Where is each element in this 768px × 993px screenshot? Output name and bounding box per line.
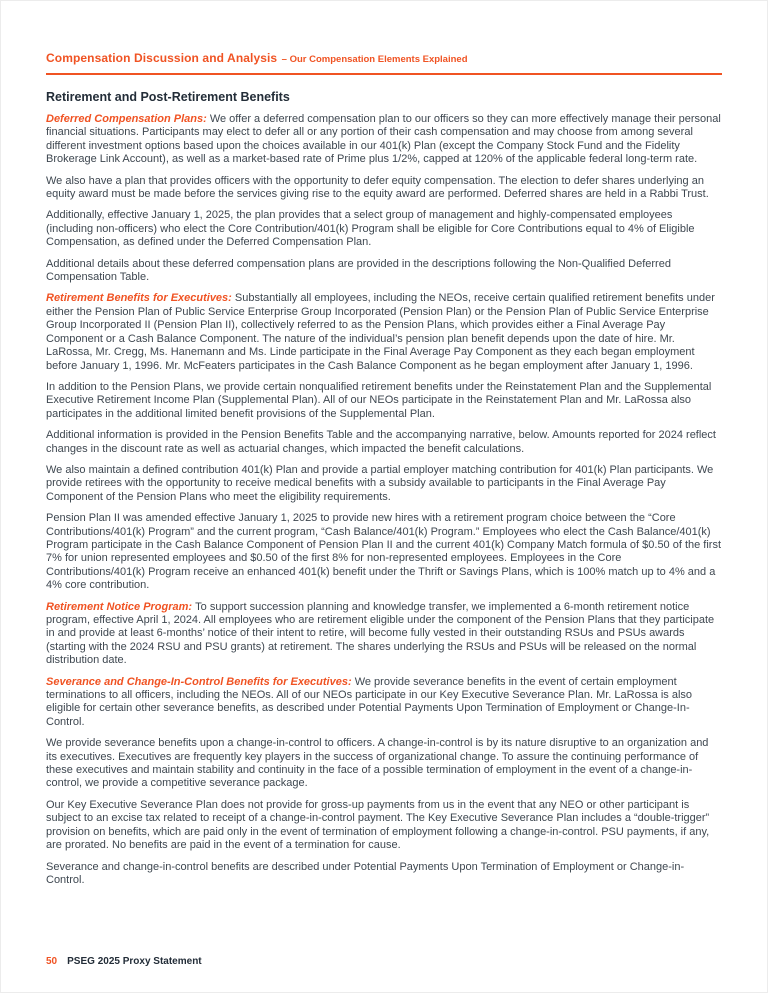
paragraph-text: We offer a deferred compensation plan to our officers so they can more effectively manage their personal financial situations. Participants may elect to defer all or any portion of their cash compensation and may choose from among several different investment options based upon the choices available in our 401(k) Plan (except the Company Stock Fund and the Fidelity Brokerage Link Account), as well as a market-based rate of Prime plus 1/2%, capped at 120% of the applicable federal long-term rate. (46, 113, 721, 166)
paragraph (46, 737, 722, 791)
section-title: Retirement and Post-Retirement Benefits (46, 90, 290, 104)
paragraph-lead: Retirement Notice Program: (46, 600, 196, 613)
paragraph-text: We also maintain a defined contribution 401(k) Plan and provide a partial employer matching contribution for 401(k) Plan participants. We provide retirees with the opportunity to receive medical benefits with a subsidy available to participants in the Final Average Pay Component of the Pension Plans who meet the eligibility requirements. (46, 463, 714, 503)
paragraph-text: Substantially all employees, including the NEOs, receive certain qualified retirement benefits under either the Pension Plan of Public Service Enterprise Group Incorporated (Pension Plan) or the Pension Plan of Public Service Enterprise Group Incorporated II (Pension Plan II), collectively referred to as the Pension Plans, which provides either a Final Average Pay Component or a Cash Balance Component. The nature of the individual’s pension plan benefit depends upon the date of hire. Mr. LaRossa, Mr. Cregg, Ms. Hanemann and Ms. Linde participate in the Final Average Pay Component as they each began employment before January 1, 1996. Mr. McFeaters participates in the Cash Balance Component as he began employment after January 1, 1996. (46, 292, 715, 372)
paragraph-text: We provide severance benefits upon a change-in-control to officers. A change-in-control is by its nature disruptive to an organization and its executives. Executives are frequently key players in the success of organizational change. To assure the continuing performance of these executives and maintain stability and continuity in the face of a possible termination of employment in the event of a change-in-control, we provide a competitive severance package. (46, 737, 709, 790)
paragraph-lead: Retirement Benefits for Executives: (46, 292, 235, 305)
paragraph (46, 429, 722, 456)
header-subtitle: – Our Compensation Elements Explained (281, 54, 468, 65)
paragraph (46, 799, 722, 853)
footer-label: PSEG 2025 Proxy Statement (67, 956, 202, 967)
paragraph (46, 209, 722, 249)
header-title: Compensation Discussion and Analysis (46, 51, 278, 65)
page-number: 50 (46, 956, 58, 967)
page-content (46, 51, 722, 895)
paragraph (46, 113, 722, 167)
paragraph-text: Severance and change-in-control benefits are described under Potential Payments Upon Termination of Employment or Change-in-Control. (46, 860, 685, 886)
paragraph (46, 512, 722, 592)
page-footer (46, 956, 202, 968)
paragraph (46, 175, 722, 202)
paragraph-text: We also have a plan that provides officers with the opportunity to defer equity compensation. The election to defer shares underlying an equity award must be made before the services giving rise to the equity award are performed. Deferred shares are held in a Rabbi Trust. (46, 174, 709, 201)
paragraph (46, 292, 722, 372)
paragraph (46, 464, 722, 504)
paragraph (46, 861, 722, 888)
paragraph-lead: Deferred Compensation Plans: (46, 113, 210, 125)
paragraph-text: Pension Plan II was amended effective January 1, 2025 to provide new hires with a retirement program choice between the “Core Contributions/401(k) Program” and the current program, “Cash Balance/401(k) Program.” Employees who elect the Cash Balance/401(k) Program participate in the Cash Balance Component of Pension Plan II and the current 401(k) Company Match formula of $0.50 of the first 7% for union represented employees and $0.50 of the first 8% for non-represented employees. Employees in the Core Contributions/401(k) Program receive an enhanced 401(k) benefit under the Thrift or Savings Plans, which is 100% match up to 4% and a 4% core contribution. (46, 512, 722, 592)
paragraph-text: To support succession planning and knowledge transfer, we implemented a 6-month retirement notice program, effective April 1, 2024. All employees who are retirement eligible under the component of the Pension Plans that they participate in and provide at least 6-months’ notice of their intent to retire, will become fully vested in their outstanding RSUs and PSUs awards (starting with the 2024 RSU and PSU grants) at retirement. The shares underlying the RSUs and PSUs will be released on the normal distribution date. (46, 600, 715, 667)
paragraph (46, 676, 722, 730)
paragraph-text: Our Key Executive Severance Plan does not provide for gross-up payments from us in the event that any NEO or other participant is subject to an excise tax related to receipt of a change-in-control payment. The Key Executive Severance Plan includes a “double-trigger” provision on benefits, which are paid only in the event of termination of employment following a change-in-control. PSU payments, if any, are prorated. No benefits are paid in the event of a termination for cause. (46, 798, 710, 852)
paragraph (46, 381, 722, 421)
paragraph (46, 601, 722, 668)
paragraph-text: Additional details about these deferred compensation plans are provided in the descriptions following the Non-Qualified Deferred Compensation Table. (46, 257, 671, 284)
paragraph-text: Additionally, effective January 1, 2025, the plan provides that a select group of management and highly-compensated employees (including non-officers) who elect the Core Contribution/401(k) Program shall be eligible for Core Contributions equal to 4% of Eligible Compensation, as defined under the Deferred Compensation Plan. (46, 209, 695, 249)
paragraph (46, 258, 722, 285)
paragraph-text: We provide severance benefits in the event of certain employment terminations to all officers, including the NEOs. All of our NEOs participate in our Key Executive Severance Plan. Mr. LaRossa is also eligible for certain other severance benefits, as described under Potential Payments Upon Termination of Employment or Change-In-Control. (46, 675, 693, 728)
paragraph-lead: Severance and Change-In-Control Benefits for Executives: (46, 675, 355, 688)
page-header (46, 51, 722, 75)
paragraph-text: Additional information is provided in the Pension Benefits Table and the accompanying narrative, below. Amounts reported for 2024 reflect changes in the discount rate as well as actuarial changes, which impacted the benefit calculations. (46, 429, 716, 455)
paragraph-text: In addition to the Pension Plans, we provide certain nonqualified retirement benefits under the Reinstatement Plan and the Supplemental Executive Retirement Income Plan (Supplemental Plan). All of our NEOs participate in the Reinstatement Plan and Mr. LaRossa also participates in the additional limited benefit provisions of the Supplemental Plan. (46, 380, 712, 420)
header-rule (46, 73, 722, 75)
